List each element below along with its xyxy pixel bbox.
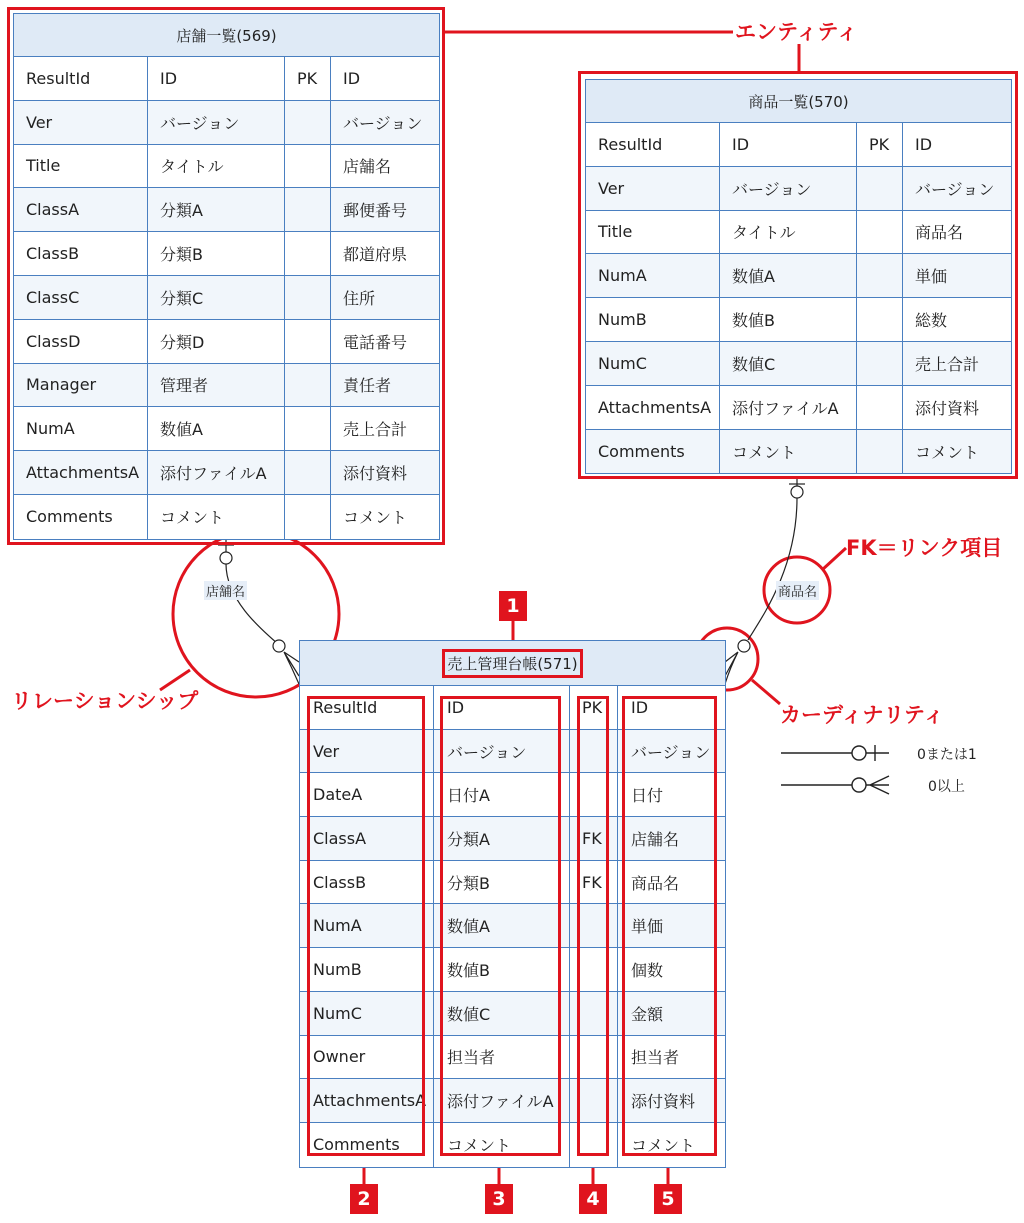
relation-label-products: 商品名: [776, 581, 819, 600]
display-name-cell: 店舗名: [343, 157, 392, 177]
column-highlight-5: [622, 696, 717, 1156]
label-cell: 分類A: [148, 188, 285, 231]
callout-cardinality: カーディナリティ: [780, 703, 945, 727]
display-name-cell: 添付資料: [631, 1092, 696, 1112]
legend-zero-or-one: 0または1: [917, 747, 977, 763]
label-cell: バージョン: [720, 167, 857, 210]
column-name-cell: Comments: [586, 430, 720, 474]
label-cell: 日付A: [434, 773, 570, 816]
stores-highlight-outline: [7, 7, 445, 545]
badge-4: 4: [579, 1184, 607, 1214]
display-name-cell: 単価: [631, 917, 664, 937]
label-cell: コメント: [148, 495, 285, 539]
products-highlight-outline: [578, 71, 1018, 479]
display-name-cell: バージョン: [915, 179, 995, 199]
relation-curve-stores: [226, 564, 278, 644]
label-cell: 数値C: [434, 992, 570, 1035]
display-name-cell: 責任者: [343, 376, 392, 396]
entity-title: 商品一覧(570): [586, 80, 1011, 123]
badge-2: 2: [350, 1184, 378, 1214]
display-name-cell: 個数: [631, 960, 664, 980]
display-name-cell: 金額: [631, 1004, 664, 1024]
label-cell: コメント: [720, 430, 857, 474]
badge-5: 5: [654, 1184, 682, 1214]
label-cell: 数値C: [720, 342, 857, 385]
display-name-cell: バージョン: [343, 113, 423, 133]
label-cell: 分類B: [434, 861, 570, 904]
column-name-cell: ClassD: [14, 320, 148, 363]
column-name-cell: Ver: [14, 101, 148, 144]
column-name-cell: ClassC: [14, 276, 148, 319]
column-name-cell: Ver: [300, 730, 434, 773]
label-cell: タイトル: [148, 145, 285, 188]
column-name-cell: ResultId: [300, 686, 434, 729]
zero-circle-icon-3: [791, 486, 803, 498]
display-name-cell: 総数: [915, 311, 948, 331]
column-highlight-2: [307, 696, 425, 1156]
column-name-cell: NumB: [586, 298, 720, 341]
key-cell: PK: [570, 686, 618, 729]
key-cell: PK: [285, 57, 331, 100]
display-name-cell: コメント: [631, 1136, 696, 1156]
relation-label-stores: 店舗名: [204, 581, 247, 600]
display-name-cell: 日付: [631, 786, 664, 806]
column-name-cell: AttachmentsA: [300, 1079, 434, 1122]
column-name-cell: ClassA: [14, 188, 148, 231]
column-name-cell: Manager: [14, 364, 148, 407]
label-cell: 添付ファイルA: [434, 1079, 570, 1122]
display-name-cell: 店舗名: [631, 829, 680, 849]
label-cell: 数値A: [720, 254, 857, 297]
display-name-cell: 商品名: [631, 873, 680, 893]
label-cell: ID: [148, 57, 285, 100]
display-name-cell: ID: [343, 68, 361, 88]
column-name-cell: DateA: [300, 773, 434, 816]
display-name-cell: 添付資料: [343, 464, 408, 484]
label-cell: 数値B: [434, 948, 570, 991]
entity-title: 店舗一覧(569): [14, 14, 439, 57]
callout-relationship: リレーションシップ: [11, 689, 199, 713]
column-name-cell: ResultId: [14, 57, 148, 100]
relationship-stores-sales: [218, 538, 299, 684]
label-cell: タイトル: [720, 211, 857, 254]
key-cell: FK: [570, 861, 618, 904]
legend-zero-or-more: 0以上: [928, 779, 965, 795]
label-cell: 分類C: [148, 276, 285, 319]
crow-foot-icon: [284, 652, 299, 684]
column-name-cell: ResultId: [586, 123, 720, 166]
display-name-cell: コメント: [343, 508, 408, 528]
column-name-cell: NumC: [586, 342, 720, 385]
label-cell: 添付ファイルA: [720, 386, 857, 429]
column-name-cell: Title: [586, 211, 720, 254]
column-name-cell: ClassB: [14, 232, 148, 275]
label-cell: 分類A: [434, 817, 570, 860]
fk-callout-line: [822, 548, 846, 570]
column-highlight-4: [577, 696, 609, 1156]
column-name-cell: Owner: [300, 1036, 434, 1079]
legend-symbols: [781, 745, 889, 794]
column-highlight-3: [440, 696, 561, 1156]
column-name-cell: ClassA: [300, 817, 434, 860]
column-name-cell: NumA: [586, 254, 720, 297]
crow-foot-icon-2: [725, 652, 738, 684]
column-name-cell: NumB: [300, 948, 434, 991]
display-name-cell: 住所: [343, 288, 376, 308]
zero-circle-icon-4: [738, 640, 750, 652]
badge-1: 1: [499, 591, 527, 621]
display-name-cell: 郵便番号: [343, 201, 408, 221]
label-cell: 数値A: [434, 904, 570, 947]
column-name-cell: NumA: [300, 904, 434, 947]
display-name-cell: 添付資料: [915, 398, 980, 418]
column-name-cell: Comments: [300, 1123, 434, 1167]
column-name-cell: AttachmentsA: [586, 386, 720, 429]
label-cell: 添付ファイルA: [148, 451, 285, 494]
entity-title: [300, 641, 725, 686]
label-cell: ID: [434, 686, 570, 729]
key-cell: FK: [570, 817, 618, 860]
column-name-cell: NumA: [14, 407, 148, 450]
badge-3: 3: [485, 1184, 513, 1214]
zero-circle-icon-2: [273, 640, 285, 652]
column-name-cell: NumC: [300, 992, 434, 1035]
display-name-cell: バージョン: [631, 742, 711, 762]
column-name-cell: Ver: [586, 167, 720, 210]
label-cell: バージョン: [434, 730, 570, 773]
label-cell: 数値A: [148, 407, 285, 450]
label-cell: 管理者: [148, 364, 285, 407]
cardinality-callout-line: [752, 680, 780, 704]
legend-zero-icon: [852, 746, 866, 760]
label-cell: バージョン: [148, 101, 285, 144]
legend-zero-icon-2: [852, 778, 866, 792]
display-name-cell: 単価: [915, 267, 948, 287]
display-name-cell: 商品名: [915, 223, 964, 243]
column-name-cell: ClassB: [300, 861, 434, 904]
display-name-cell: 売上合計: [915, 354, 980, 374]
display-name-cell: ID: [631, 697, 649, 717]
display-name-cell: 担当者: [631, 1048, 680, 1068]
display-name-cell: 電話番号: [343, 332, 408, 352]
label-cell: コメント: [434, 1123, 570, 1167]
legend-crow-foot-icon: [866, 776, 889, 794]
label-cell: 数値B: [720, 298, 857, 341]
key-cell: PK: [857, 123, 903, 166]
label-cell: 分類D: [148, 320, 285, 363]
column-name-cell: Comments: [14, 495, 148, 539]
zero-circle-icon: [220, 552, 232, 564]
label-cell: ID: [720, 123, 857, 166]
label-cell: 分類B: [148, 232, 285, 275]
sales-title-highlight: 売上管理台帳(571): [442, 649, 582, 678]
column-name-cell: AttachmentsA: [14, 451, 148, 494]
display-name-cell: 都道府県: [343, 245, 408, 265]
label-cell: 担当者: [434, 1036, 570, 1079]
callout-entity: エンティティ: [735, 20, 858, 44]
display-name-cell: コメント: [915, 442, 980, 462]
column-name-cell: Title: [14, 145, 148, 188]
callout-fk-link: FK＝リンク項目: [846, 536, 1003, 560]
display-name-cell: ID: [915, 134, 933, 154]
display-name-cell: 売上合計: [343, 420, 408, 440]
